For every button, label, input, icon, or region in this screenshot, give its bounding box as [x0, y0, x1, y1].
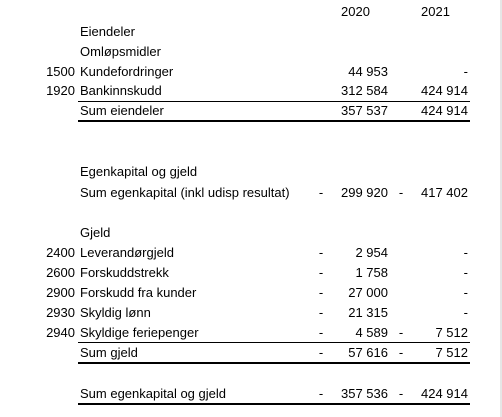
- header-year-2020: 2020: [341, 4, 370, 19]
- dash-2020: -: [318, 345, 324, 360]
- value-2020: 312 584: [341, 83, 388, 98]
- value-2021: -: [463, 245, 468, 260]
- account-code: 2400: [46, 245, 75, 260]
- assets-total-2021: 424 914: [421, 103, 468, 118]
- value-2020: 27 000: [348, 285, 388, 300]
- equity-title: Egenkapital og gjeld: [80, 164, 198, 179]
- account-label: Leverandørgjeld: [80, 245, 174, 260]
- account-code: 2930: [46, 305, 75, 320]
- account-label: Skyldige feriepenger: [80, 325, 199, 340]
- account-label: Bankinnskudd: [80, 83, 162, 98]
- total-rule: [78, 120, 470, 122]
- account-label: Forskudd fra kunder: [80, 285, 197, 300]
- dash-2020: -: [318, 325, 324, 340]
- assets-total-label: Sum eiendeler: [80, 103, 164, 118]
- dash-2021: -: [398, 325, 404, 340]
- equity-row-label: Sum egenkapital (inkl udisp resultat): [80, 185, 290, 200]
- account-code: 1500: [46, 64, 75, 79]
- equity-value-2020: 299 920: [341, 185, 388, 200]
- assets-subtitle: Omløpsmidler: [80, 44, 161, 59]
- total-rule: [78, 403, 470, 405]
- subtotal-rule: [78, 342, 470, 343]
- total-rule: [78, 362, 470, 364]
- grand-total-label: Sum egenkapital og gjeld: [80, 386, 226, 401]
- value-2021: -: [463, 305, 468, 320]
- dash-2020: -: [318, 386, 324, 401]
- account-label: Skyldig lønn: [80, 305, 151, 320]
- dash-2020: -: [318, 245, 324, 260]
- dash-2020: -: [318, 285, 324, 300]
- equity-value-2021: 417 402: [421, 185, 468, 200]
- value-2021: 7 512: [435, 325, 468, 340]
- grand-total-2021: 424 914: [421, 386, 468, 401]
- account-code: 2900: [46, 285, 75, 300]
- grand-total-2020: 357 536: [341, 386, 388, 401]
- header-year-2021: 2021: [421, 4, 450, 19]
- liabilities-total-2021: 7 512: [435, 345, 468, 360]
- value-2021: -: [463, 64, 468, 79]
- subtotal-rule: [78, 101, 470, 102]
- value-2020: 21 315: [348, 305, 388, 320]
- liabilities-total-label: Sum gjeld: [80, 345, 138, 360]
- assets-total-2020: 357 537: [341, 103, 388, 118]
- value-2020: 4 589: [355, 325, 388, 340]
- account-code: 2940: [46, 325, 75, 340]
- value-2020: 44 953: [348, 64, 388, 79]
- value-2020: 2 954: [355, 245, 388, 260]
- dash-2021: -: [398, 185, 404, 200]
- dash-2020: -: [318, 265, 324, 280]
- value-2021: -: [463, 265, 468, 280]
- account-label: Forskuddstrekk: [80, 265, 169, 280]
- account-code: 1920: [46, 83, 75, 98]
- value-2021: -: [463, 285, 468, 300]
- dash-2021: -: [398, 386, 404, 401]
- account-code: 2600: [46, 265, 75, 280]
- value-2021: 424 914: [421, 83, 468, 98]
- liabilities-title: Gjeld: [80, 225, 111, 240]
- dash-2020: -: [318, 185, 324, 200]
- liabilities-total-2020: 57 616: [348, 345, 388, 360]
- dash-2020: -: [318, 305, 324, 320]
- account-label: Kundefordringer: [80, 64, 174, 79]
- dash-2021: -: [398, 345, 404, 360]
- assets-title: Eiendeler: [80, 24, 135, 39]
- value-2020: 1 758: [355, 265, 388, 280]
